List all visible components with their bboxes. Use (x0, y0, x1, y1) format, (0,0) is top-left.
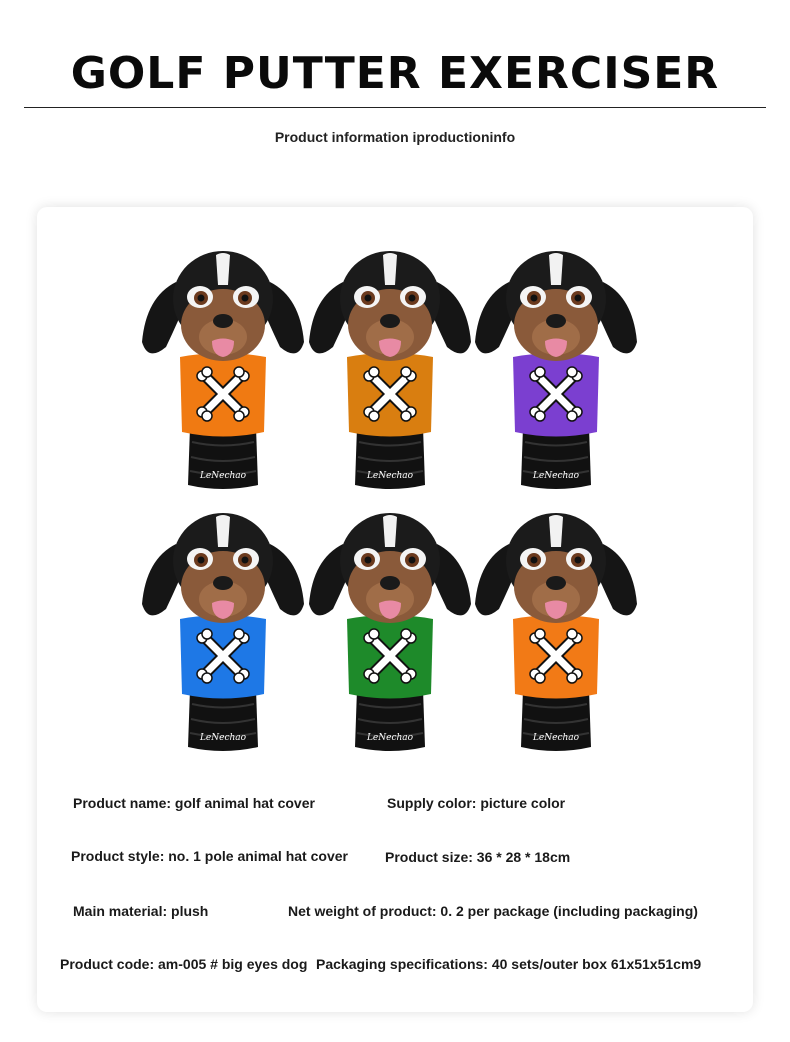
product-image-dog-cover (305, 237, 475, 492)
product-image-dog-cover (471, 237, 641, 492)
product-image-dog-cover (305, 499, 475, 754)
svg-text:LeNechao: LeNechao (366, 471, 414, 481)
spec-main-material: Main material: plush (73, 903, 209, 919)
spec-supply-color: Supply color: picture color (387, 795, 566, 811)
spec-net-weight: Net weight of product: 0. 2 per package (including packaging) (288, 903, 698, 919)
page-title: GOLF PUTTER EXERCISER (70, 48, 720, 99)
spec-product-name: Product name: golf animal hat cover (73, 795, 315, 811)
product-image-dog-cover (138, 499, 308, 754)
title-divider (24, 107, 766, 108)
svg-text:LeNechao: LeNechao (366, 733, 414, 743)
spec-product-code: Product code: am-005 # big eyes dog (60, 956, 308, 972)
svg-text:LeNechao: LeNechao (532, 733, 580, 743)
product-card (37, 207, 753, 1012)
svg-text:LeNechao: LeNechao (199, 733, 247, 743)
spec-product-style: Product style: no. 1 pole animal hat cover (71, 848, 348, 864)
svg-text:LeNechao: LeNechao (199, 471, 247, 481)
svg-text:LeNechao: LeNechao (532, 471, 580, 481)
product-image-dog-cover (138, 237, 308, 492)
product-image-dog-cover (471, 499, 641, 754)
page-subtitle: Product information iproductioninfo (274, 129, 516, 145)
spec-packaging: Packaging specifications: 40 sets/outer box 61x51x51cm9 (316, 956, 702, 972)
spec-product-size: Product size: 36 * 28 * 18cm (385, 849, 571, 865)
